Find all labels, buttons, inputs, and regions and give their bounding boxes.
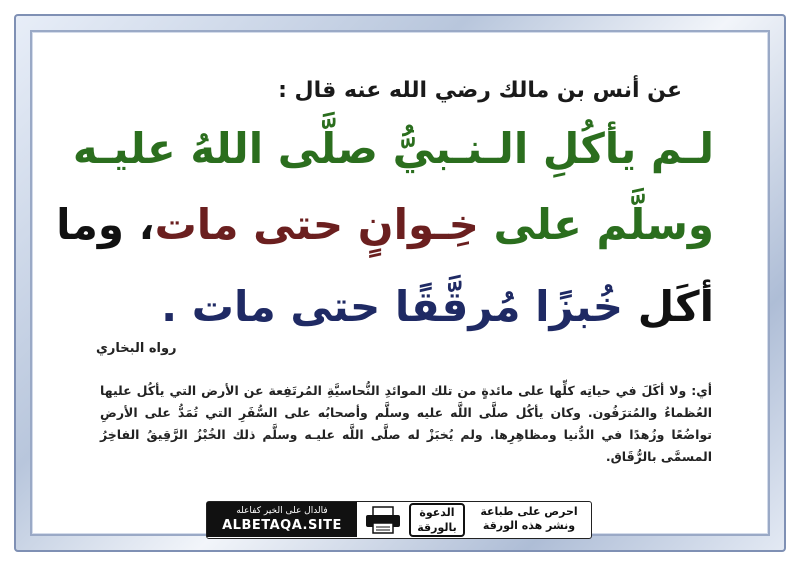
hadith-explanation: أي: ولا أكَلَ في حياتِه كلِّها على مائدةٍ من تلك الموائدِ النُّحاسيَّةِ المُرتَفِعة عن الأرض التي يأكُل عليها العُظماءُ والمُترَفُون. وكان يأكُل صلَّى اللَّه عليه وسلَّم وأصحابُه على السُّفَرِ التي تُمَدُّ على الأرضِ تواضُعًا وزُهدًا في الدُّنيا ومظاهِرِها. ولم يُخبَزْ له صلَّى اللَّه عليـه وسلَّم ذلك الخُبْزُ الرَّقِيقُ الفاخِرُ المسمَّى بالرُّقَاق. bbox=[100, 383, 712, 464]
hadith-text-segment: خُبزًا مُرقَّقًا حتى مات . bbox=[161, 282, 624, 331]
hadith-line-1: لـم يأكُلِ الـنـبيُّ صلَّى اللهُ عليـه bbox=[72, 124, 714, 173]
hadith-text-segment: خِـوانٍ bbox=[357, 200, 479, 249]
hadith-text-segment: ، وما bbox=[56, 200, 155, 249]
hadith-text-segment: حتى مات bbox=[154, 200, 344, 249]
cta-line: احرص على طباعة bbox=[480, 505, 578, 518]
hadith-source: رواه البخاري bbox=[96, 341, 177, 356]
footer-banner bbox=[206, 501, 592, 539]
footer-proverb: فالدال على الخير كفاعله bbox=[236, 506, 328, 516]
hadith-line-2 bbox=[56, 200, 714, 249]
hadith-text-segment: أكَل bbox=[637, 282, 714, 331]
cta-line: ونشر هذه الورقة bbox=[482, 519, 576, 532]
site-block bbox=[207, 502, 357, 537]
footer-call-to-action bbox=[471, 505, 587, 533]
hadith-text-segment: وسلَّم على bbox=[493, 200, 714, 249]
printer-icon bbox=[363, 505, 403, 535]
narrator-line: عن أنس بن مالك رضي الله عنه قال : bbox=[278, 78, 682, 103]
hadith-line-3 bbox=[74, 282, 714, 331]
dawah-logo: الدعوة بالورقة bbox=[409, 503, 465, 537]
site-url: ALBETAQA.SITE bbox=[222, 518, 342, 533]
